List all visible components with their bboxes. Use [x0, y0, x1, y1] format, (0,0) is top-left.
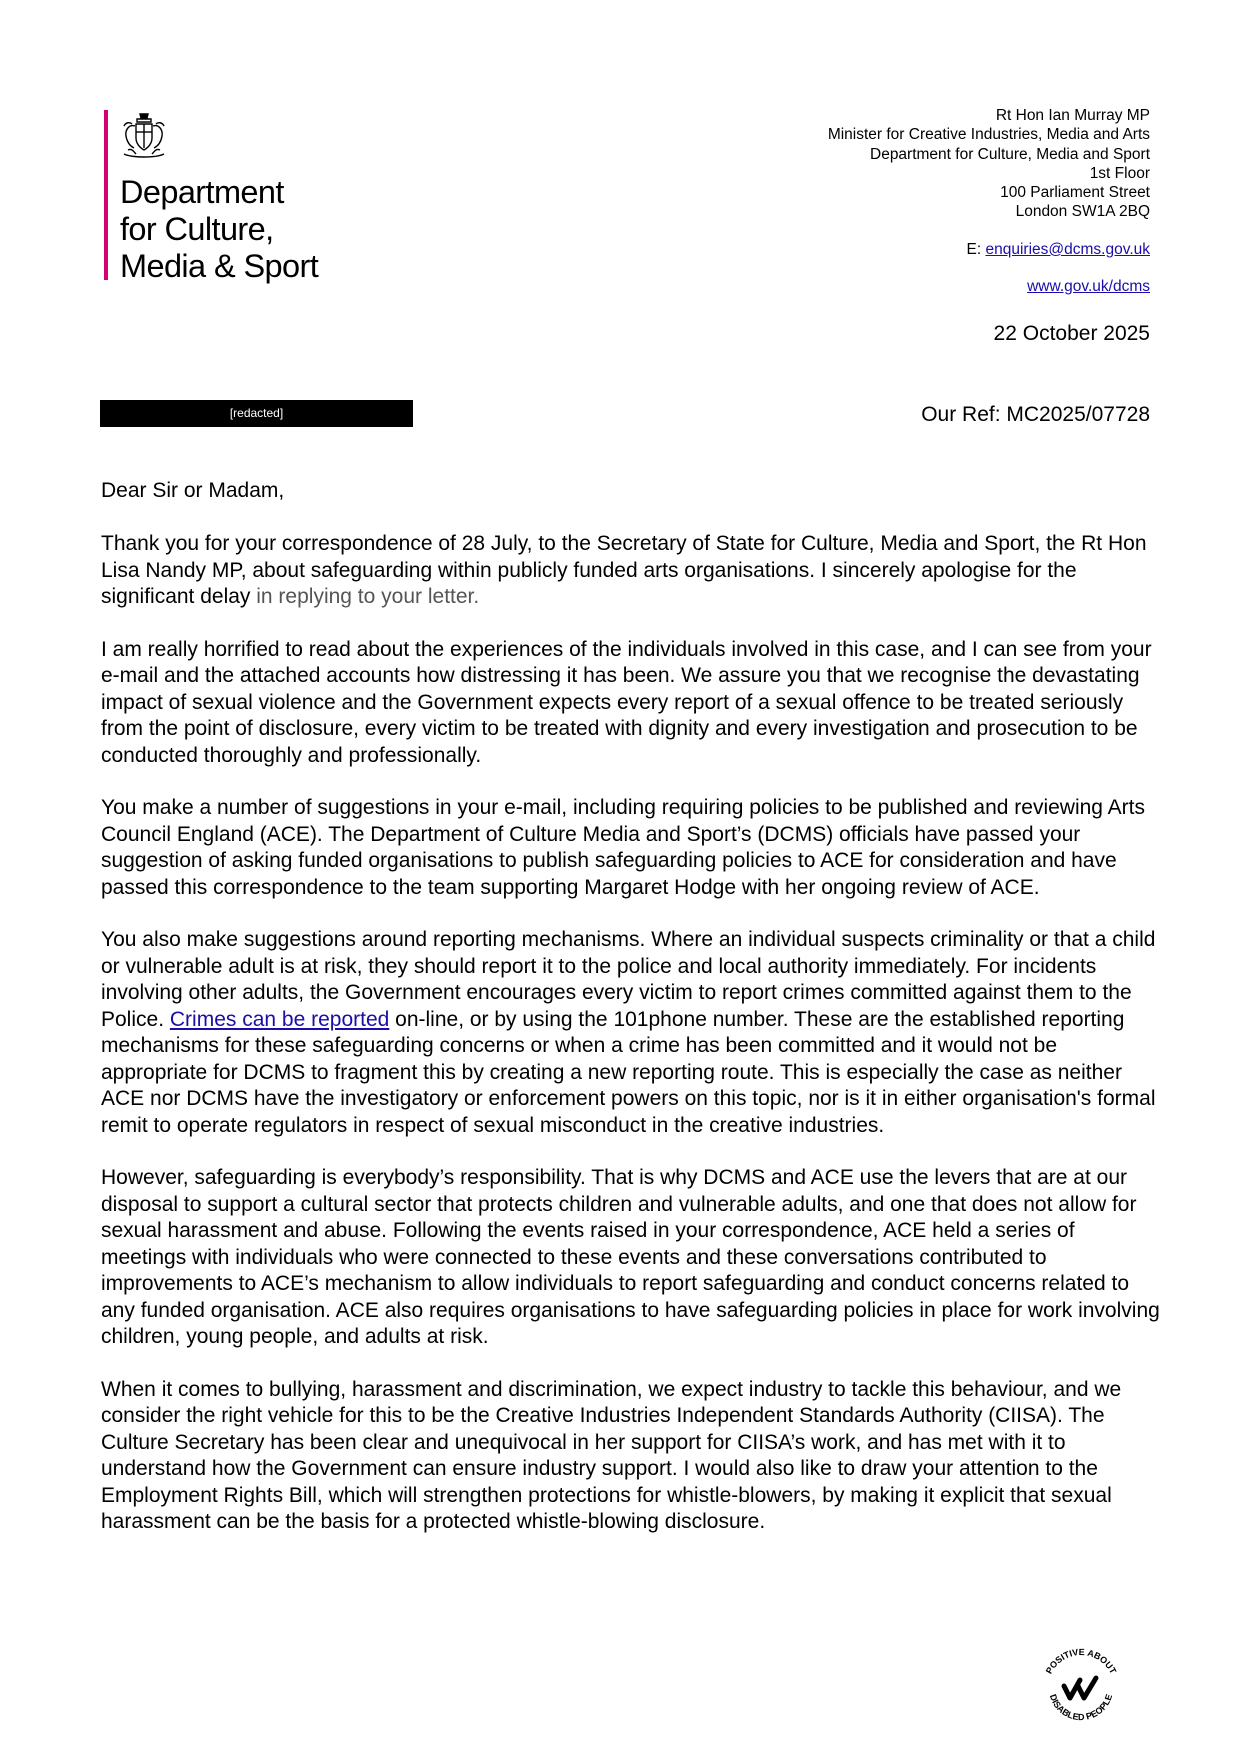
- badge-top-text: POSITIVE ABOUT: [1043, 1646, 1119, 1676]
- sender-address: [828, 106, 1150, 296]
- sender-street: 100 Parliament Street: [1000, 184, 1150, 202]
- email-prefix: E:: [966, 240, 986, 258]
- badge-tick-marks: [1064, 1678, 1096, 1698]
- dcms-logo: [104, 110, 364, 285]
- sender-city: London SW1A 2BQ: [1015, 203, 1150, 221]
- paragraph-4-before: You also make suggestions around reporting mechanisms. Where an individual suspects criminality or that a child or vulnerable adult is at risk, they should report it to the police and local authority immediately. For incidents involving other adults, the Government encourages every victim to report crimes committed against them to the Police.: [101, 928, 1156, 1031]
- paragraph-5: However, safeguarding is everybody’s responsibility. That is why DCMS and ACE use the levers that are at our disposal to support a cultural sector that protects children and vulnerable adults, and one that does not allow for sexual harassment and abuse. Following the events raised in your correspondence, ACE held a series of meetings with individuals who were connected to these events and these conversations contributed to improvements to ACE’s mechanism to allow individuals to report safeguarding and conduct concerns related to any funded organisation. ACE also requires organisations to have safeguarding policies in place for work involving children, young people, and adults at risk.: [101, 1166, 1160, 1348]
- logo-accent-bar: [104, 110, 108, 280]
- email-link[interactable]: enquiries@dcms.gov.uk: [985, 240, 1150, 258]
- org-name: [120, 174, 318, 285]
- badge-bottom-text: DISABLED PEOPLE: [1047, 1692, 1115, 1723]
- sender-email-line: [828, 240, 1150, 259]
- paragraph-4: [101, 927, 1161, 1139]
- disability-confident-badge-icon: [1036, 1646, 1126, 1726]
- royal-coat-of-arms-icon: [118, 110, 170, 162]
- org-name-line-3: Media & Sport: [120, 248, 319, 284]
- paragraph-6: When it comes to bullying, harassment and discrimination, we expect industry to tackle this behaviour, and we consider the right vehicle for this to be the Creative Industries Independent Standards Authority (CIISA). The Culture Secretary has been clear and unequivocal in her support for CIISA’s work, and has met with it to understand how the Government can ensure industry support. I would also like to draw your attention to the Employment Rights Bill, which will strengthen protections for whistle-blowers, by making it explicit that sexual harassment can be the basis for a protected whistle-blowing disclosure.: [101, 1377, 1122, 1533]
- org-name-line-1: Department: [120, 174, 284, 210]
- crimes-reported-link[interactable]: Crimes can be reported: [169, 1007, 390, 1031]
- sender-website-line: [828, 277, 1150, 296]
- website-link[interactable]: www.gov.uk/dcms: [1027, 278, 1150, 296]
- letter-date: 22 October 2025: [993, 322, 1150, 345]
- sender-role: Minister for Creative Industries, Media and Arts: [827, 126, 1150, 144]
- sender-floor: 1st Floor: [1089, 164, 1150, 182]
- paragraph-2: I am really horrified to read about the experiences of the individuals involved in this case, and I can see from your e-mail and the attached accounts how distressing it has been. We assure you that we recognise the devastating impact of sexual violence and the Government expects every report of a sexual offence to be treated seriously from the point of disclosure, every victim to be treated with dignity and every investigation and prosecution to be conducted thoroughly and professionally.: [101, 637, 1152, 767]
- paragraph-3: You make a number of suggestions in your e-mail, including requiring policies to be published and reviewing Arts Council England (ACE). The Department of Culture Media and Sport’s (DCMS) officials have passed your suggestion of asking funded organisations to publish safeguarding policies to ACE for consideration and have passed this correspondence to the team supporting Margaret Hodge with her ongoing review of ACE.: [101, 796, 1145, 899]
- org-name-line-2: for Culture,: [120, 211, 274, 247]
- letter-body: [101, 478, 1161, 1562]
- salutation: Dear Sir or Madam,: [101, 479, 285, 502]
- sender-name: Rt Hon Ian Murray MP: [995, 107, 1150, 124]
- redacted-recipient: [redacted]: [100, 400, 413, 427]
- paragraph-1: [101, 531, 1161, 611]
- paragraph-1-main: Thank you for your correspondence of 28 July, to the Secretary of State for Culture, Media and Sport, the Rt Hon Lisa Nandy MP, about safeguarding within publicly funded arts organisations. I sincerely apologise for the significant delay: [101, 532, 1147, 608]
- reference-number: Our Ref: MC2025/07728: [921, 403, 1150, 426]
- paragraph-4-after: on-line, or by using the 101phone number. These are the established reporting mechanisms for these safeguarding concerns or when a crime has been committed and it would not be appropriate for DCMS to fragment this by creating a new reporting route. This is especially the case as neither ACE nor DCMS have the investigatory or enforcement powers on this topic, nor is it in either organisation's formal remit to operate regulators in respect of sexual misconduct in the creative industries.: [101, 1007, 1156, 1137]
- sender-department: Department for Culture, Media and Sport: [870, 145, 1150, 163]
- paragraph-1-tail: in replying to your letter.: [250, 585, 480, 608]
